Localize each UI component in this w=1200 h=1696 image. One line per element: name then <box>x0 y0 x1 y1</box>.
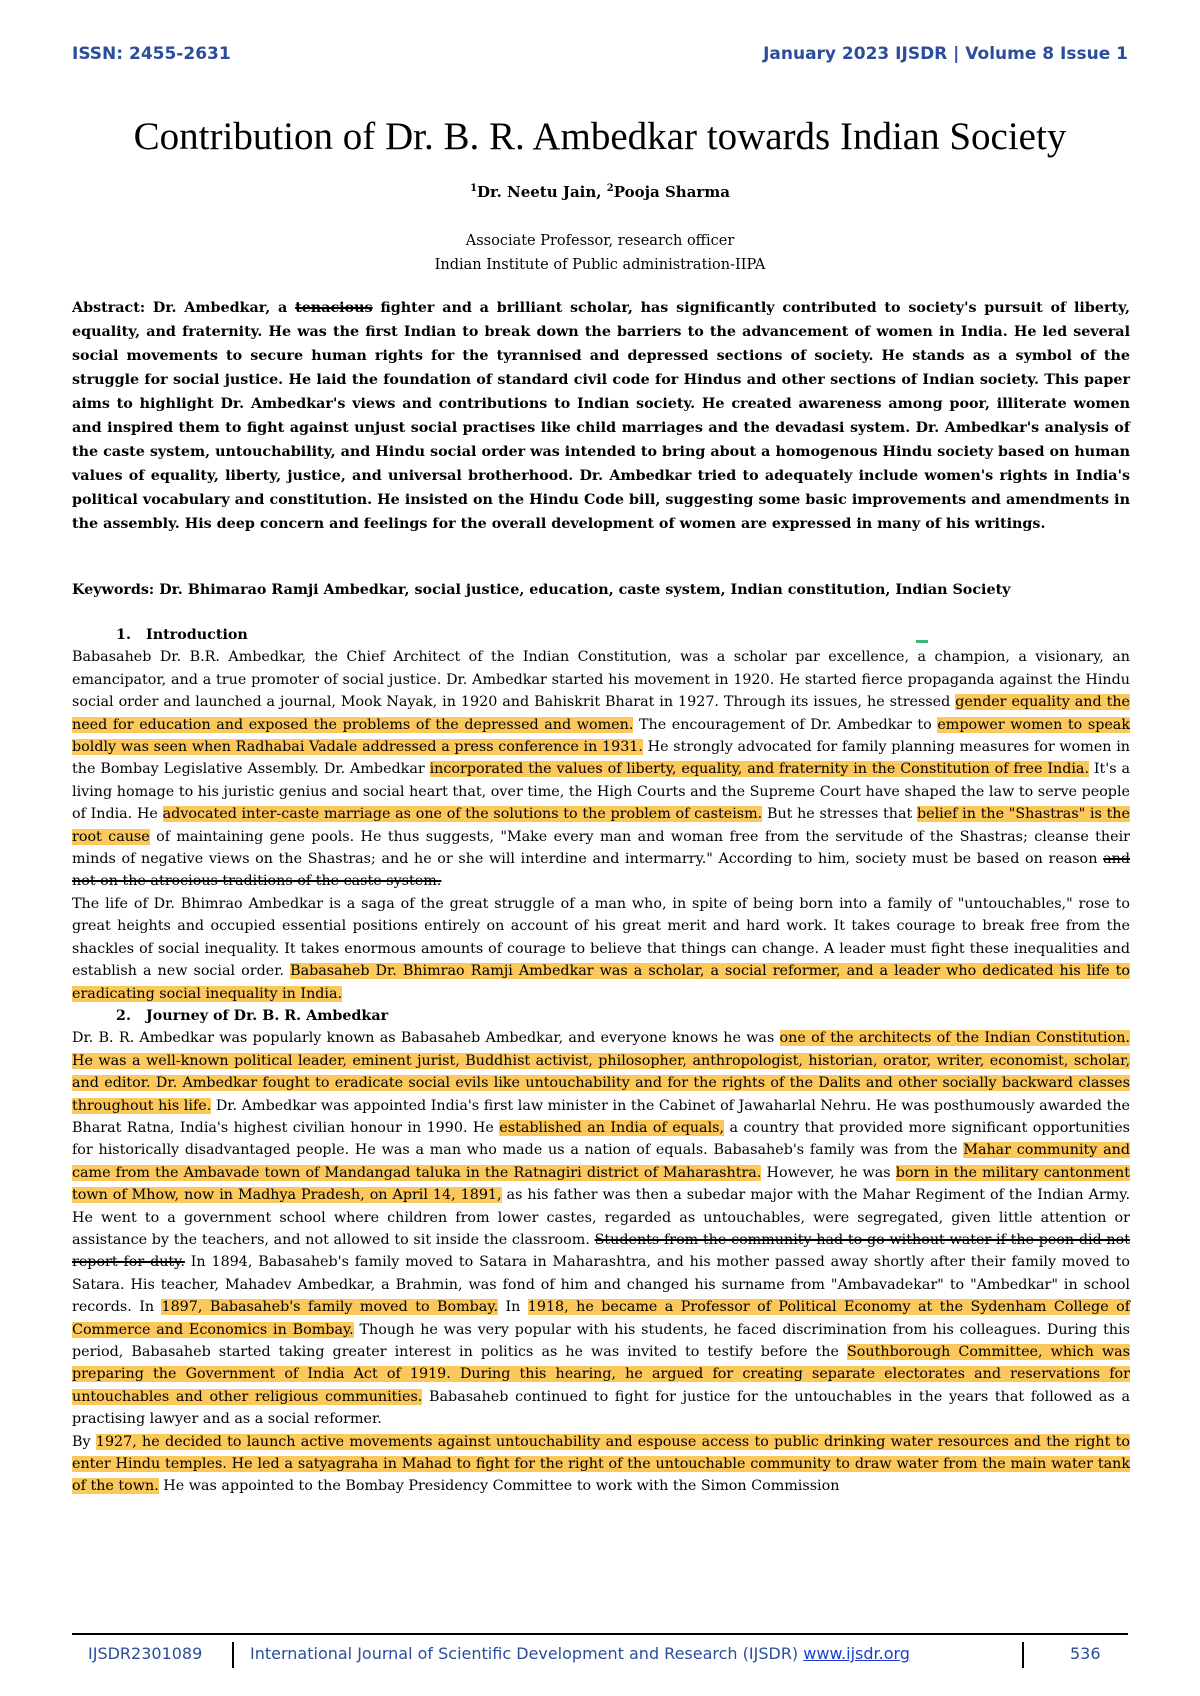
footer-rule <box>72 1633 1128 1635</box>
text-run: In 1894, Babasaheb's family moved to Satara in Maharashtra, and his mother passed away shortly after their family moved to Satara. His teacher, Mahadev Ambedkar, a Brahmin, was fond of him and changed his surname from "Ambavadekar" to "Ambedkar" in school records. In <box>72 1254 1130 1316</box>
highlighted-text: one of the architects of the Indian Constitution. He was a well-known political leader, eminent jurist, Buddhist activist, philosopher, anthropologist, historian, orator, writer, economist, scholar, and editor. Dr. Ambedkar fought to eradicate social evils like untouchability and for the rights of the Dalits and other socially backward classes throughout his life. <box>72 1030 1130 1114</box>
text-run: By <box>72 1433 96 1450</box>
abstract-start: Abstract: Dr. Ambedkar, a <box>72 300 296 316</box>
issue-header: January 2023 IJSDR | Volume 8 Issue 1 <box>763 44 1128 64</box>
struck-text: Students from the community had to go without water if the peon did not report for duty. <box>72 1231 1130 1271</box>
abstract <box>72 296 1130 536</box>
paragraph-journey-1 <box>72 1027 1130 1430</box>
text-run: It's a living homage to his juristic genius and social heart that, over time, the High Courts and the Supreme Court have shaped the law to serve people of India. He <box>72 761 1130 823</box>
text-run: Babasaheb Dr. B.R. Ambedkar, the Chief Architect of the Indian Constitution, was a scholar par excellence, a champion, a visionary, an emancipator, and a true promoter of social justice. Dr. Ambedkar started his movement in 1920. He started fierce propaganda against the Hindu social order and launched a journal, Mook Nayak, in 1920 and Bahiskrit Bharat in 1927. Through its issues, he stressed <box>72 649 1130 711</box>
highlighted-text: established an India of equals, <box>499 1119 725 1136</box>
highlighted-text: Babasaheb Dr. Bhimrao Ramji Ambedkar was a scholar, a social reformer, and a leader who dedicated his life to eradicating social inequality in India. <box>72 963 1131 1002</box>
section-number: 1. <box>116 627 131 643</box>
text-run: He was appointed to the Bombay Presidency Committee to work with the Simon Commission <box>158 1478 840 1495</box>
highlighted-text: 1897, Babasaheb's family moved to Bombay. <box>161 1299 499 1316</box>
section-heading-introduction <box>72 624 1130 646</box>
highlighted-text: born in the military cantonment town of Mhow, now in Madhya Pradesh, on April 14, 1891, <box>72 1164 1130 1204</box>
section-heading-journey <box>72 1005 1130 1027</box>
text-run: Dr. Ambedkar was appointed India's first law minister in the Cabinet of Jawaharlal Nehru. He was posthumously awarded the Bharat Ratna, India's highest civilian honour in 1990. He <box>72 1097 1130 1136</box>
highlighted-text: incorporated the values of liberty, equality, and fraternity in the Constitution of free India. <box>429 761 1089 778</box>
paper-id: IJSDR2301089 <box>88 1644 203 1663</box>
text-run: Though he was very popular with his students, he faced discrimination from his colleagues. During this period, Babasaheb started taking greater interest in politics as he was invited to testify before the <box>72 1321 1130 1360</box>
text-run: But he stresses that <box>762 806 917 823</box>
authors <box>0 183 1200 201</box>
page-footer <box>0 1642 1200 1672</box>
paragraph-intro-2 <box>72 893 1130 1005</box>
keywords: Keywords: Dr. Bhimarao Ramji Ambedkar, social justice, education, caste system, Indian constitution, Indian Society <box>72 582 1011 598</box>
text-run: as his father was then a subedar major with the Mahar Regiment of the Indian Army. He went to a government school where children from lower castes, regarded as untouchables, were segregated, given little attention or assistance by the teachers, and not allowed to sit inside the classroom. <box>72 1187 1130 1248</box>
page-number: 536 <box>1070 1644 1101 1663</box>
author2-name: Pooja Sharma <box>613 183 730 201</box>
affiliation-role: Associate Professor, research officer <box>465 233 735 249</box>
paragraph-intro-1 <box>72 646 1130 892</box>
journal-title: International Journal of Scientific Development and Research (IJSDR) <box>250 1644 804 1663</box>
struck-word: tenacious <box>295 300 373 316</box>
highlighted-text: Mahar community and came from the Ambavade town of Mandangad taluka in the Ratnagiri district of Maharashtra. <box>72 1142 1130 1181</box>
affiliation <box>0 229 1200 277</box>
highlighted-text: Southborough Committee, which was preparing the Government of India Act of 1919. During this hearing, he argued for creating separate electorates and reservations for untouchables and other religious communities. <box>72 1344 1130 1405</box>
section-title: Introduction <box>146 627 248 643</box>
issn-header: ISSN: 2455-2631 <box>72 44 231 64</box>
text-run: In <box>498 1299 528 1316</box>
abstract-rest: fighter and a brilliant scholar, has significantly contributed to society's pursuit of liberty, equality, and fraternity. He was the first Indian to break down the barriers to the advancement of women in India. He led several social movements to secure human rights for the tyrannised and depressed sections of society. He stands as a symbol of the struggle for social justice. He laid the foundation of standard civil code for Hindus and other sections of Indian society. This paper aims to highlight Dr. Ambedkar's views and contributions to Indian society. He created awareness among poor, illiterate women and inspired them to fight against unjust social practises like child marriages and the devadasi system. Dr. Ambedkar's analysis of the caste system, untouchability, and Hindu social order was intended to bring about a homogenous Hindu society based on human values of equality, liberty, justice, and universal brotherhood. Dr. Ambedkar tried to adequately include women's rights in India's political vocabulary and constitution. He insisted on the Hindu Code bill, suggesting some basic improvements and amendments in the assembly. His deep concern and feelings for the overall development of women are expressed in many of his writings. <box>72 300 1130 532</box>
highlighted-text: 1927, he decided to launch active movements against untouchability and espouse access to public drinking water resources and the right to enter Hindu temples. He led a satyagraha in Mahad to fight for the right of the untouchable community to draw water from the main water tank of the town. <box>72 1433 1130 1495</box>
text-run: of maintaining gene pools. He thus suggests, "Make every man and woman free from the servitude of the Shastras; cleanse their minds of negative views on the Shastras; and he or she will interdine and intermarry." According to him, society must be based on reason <box>72 828 1130 868</box>
text-run: He strongly advocated for family planning measures for women in the Bombay Legislative Assembly. Dr. Ambedkar <box>72 739 1130 778</box>
body-text <box>72 624 1130 1498</box>
highlighted-text: 1918, he became a Professor of Political Economy at the Sydenham College of Commerce and Economics in Bombay. <box>72 1299 1130 1338</box>
journal-website-link[interactable]: www.ijsdr.org <box>803 1644 910 1663</box>
footer-divider <box>232 1642 234 1668</box>
section-title: Journey of Dr. B. R. Ambedkar <box>146 1007 389 1024</box>
highlighted-text: empower women to speak boldly was seen when Radhabai Vadale addressed a press conference in 1931. <box>72 716 1130 756</box>
text-run: a country that provided more significant opportunities for historically disadvantaged people. He was a man who made us a nation of equals. Babasaheb's family was from the <box>72 1119 1130 1159</box>
text-run: Dr. B. R. Ambedkar was popularly known as Babasaheb Ambedkar, and everyone knows he was <box>72 1030 780 1047</box>
paper-title: Contribution of Dr. B. R. Ambedkar towards Indian Society <box>133 115 1067 158</box>
paragraph-journey-2 <box>72 1431 1130 1498</box>
text-run: However, he was <box>761 1164 896 1181</box>
highlighted-text: gender equality and the need for education and exposed the problems of the depressed and women. <box>72 694 1130 733</box>
author1-superscript: 1 <box>470 183 478 194</box>
text-run: The encouragement of Dr. Ambedkar to <box>633 716 938 733</box>
text-run: The life of Dr. Bhimrao Ambedkar is a saga of the great struggle of a man who, in spite of being born into a family of "untouchables," rose to great heights and occupied essential positions entirely on account of his great merit and hard work. It takes courage to break free from the shackles of social inequality. It takes enormous amounts of courage to believe that things can change. A leader must fight these inequalities and establish a new social order. <box>72 895 1130 980</box>
author2-superscript: 2 <box>606 183 614 194</box>
section-number: 2. <box>116 1007 131 1024</box>
highlighted-text: belief in the "Shastras" is the root cause <box>72 806 1130 845</box>
struck-text: and not on the atrocious traditions of the caste system. <box>72 851 1130 890</box>
author1-name: Dr. Neetu Jain, <box>477 183 607 201</box>
text-run: Babasaheb continued to fight for justice for the untouchables in the years that followed as a practising lawyer and as a social reformer. <box>72 1388 1130 1428</box>
highlighted-text: advocated inter-caste marriage as one of the solutions to the problem of casteism. <box>162 806 763 823</box>
affiliation-institute: Indian Institute of Public administration-IIPA <box>434 257 766 273</box>
footer-divider <box>1022 1642 1024 1668</box>
journal-name <box>250 1644 910 1663</box>
